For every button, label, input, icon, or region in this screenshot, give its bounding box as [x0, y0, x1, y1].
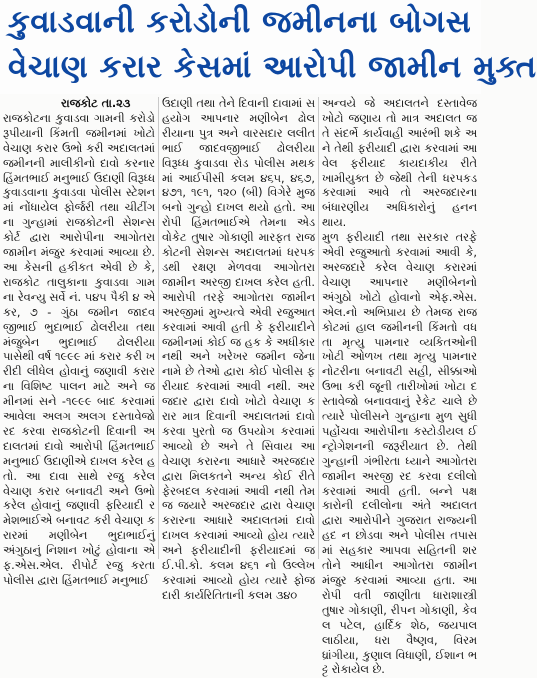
column-divider [318, 97, 319, 559]
article-paragraph: રાજકોટના કુવાડવા ગામની કરોડો રૂપીયાની કિંમતી જમીનમાં ખોટો વેચાણ કરાર ઉભો કરી અદાલતમાં જમીનની માલીકીનો દાવો કરનાર હિંમતભાઈ મનુભાઈ ઉદાણી વિરૂધ્ધ કુવાડવાના કુવાડવા પોલીસ સ્ટેશનમાં નોંધાયેલ ફોર્જરી તથા ચીટીંગના ગુન્હામાં રાજકોટની સેશન્સ કોર્ટ દ્વારા આરોપીના આગોતરા જામીન મંજુર કરવામાં આવ્યા છે. આ કેસની હકીકત એવી છે કે, રાજકોટ તાલુકાના કુવાડવા ગામના રેવન્યુ સર્વે નં. ૫૪૫ પૈકી ૪ એકર, ૭ - ગુંઠા જમીન જાદવજીભાઈ ભુદાભાઈ ઢોલરીયા તથા મંજુબેન ભુદાભાઈ ઢોલરીયા પાસેથી વર્ષ ૧૯૯૯ માં કરાર કરી ખરીદી લીધેલ હોવાનું જણાવી કરારના વિશિષ્ટ પાલન માટે અને જમીનમાં સને -૧૯૯૯ બાદ કરવામાં આવેલા અલગ અલગ દસ્તાવેજો રદ કરવા રાજકોટની દિવાની અદાલતમાં દાવો આરોપી હિંમતભાઈ મનુભાઈ ઉદાણીએ દાખલ કરેલ હતો. આ દાવા સાથે રજુ કરેલ વેચાણ કરાર બનાવટી અને ઉભો કરેલ હોવાનું જણાવી ફરિયાદી રમેશભાઈએ બનાવટ કરી વેચાણ કરારમાં મણીબેન ભુદાભાઈનું અંગુઠાનું નિશાન ખોટું હોવાના એફ.એસ.એલ. રીપોર્ટ રજુ કરતા પોલીસ દ્વારા હિંમતભાઈ મનુભાઈ [3, 111, 155, 587]
article-paragraph: અન્વયે જે અદાલતને દસ્તાવેજ ખોટો જણાય તો માત્ર અદાલત જ તે સંદર્ભે કાર્યવાહી આરંભી શકે અને તેથી ફરીયાદી દ્વારા કરવામાં આવેલ ફરીયાદ કાયદાકીય રીતે ખામીયુક્ત છે જેથી તેની ધરપકડ કરવામાં આવે તો અરજદારના બંધારણીય અધિકારોનું હનન થાય. [322, 97, 477, 230]
column-divider [158, 97, 159, 559]
article-column-3 [322, 97, 477, 677]
article-column-2 [162, 97, 315, 602]
headline-block [0, 0, 537, 94]
article-column-1 [3, 97, 155, 587]
dateline: રાજકોટ તા.૨૩ [61, 97, 131, 110]
article-paragraph: ઉદાણી તથા તેને દિવાની દાવામાં સહયોગ આપનાર મણીબેન ઢોલરીયાના પુત્ર અને વારસદાર લલીતભાઈ જાદવજીભાઈ ઢોલરીયા વિરૂધ્ધ કુવાડવા રોડ પોલીસ મથકમાં આઈપીસી કલમ ૪૬૫, ૪૬૭, ૪૭૧, ૧૯૧, ૧૨૦ (બી) વિગેરે મુજબનો ગુન્હો દાખલ થયો હતો. આરોપી હિંમતભાઈએ તેમના એડવોકેટ તુષાર ગોકાણી મારફત રાજકોટની સેશન્સ અદાલતમાં ધરપકડથી રક્ષણ મેળવવા આગોતરા જામીન અરજી દાખલ કરેલ હતી. આરોપી તરફે આગોતરા જામીન અરજીમાં મુખ્યત્વે એવી રજુઆત કરવામાં આવી હતી કે ફરીયાદીને જમીનમાં કોઈ જ હક કે અધીકાર નથી અને ખરેખર જમીન જેના નામે છે તેઓ દ્વારા કોઈ પોલીસ ફરીયાદ કરવામાં આવી નથી. અરજદાર દ્વારા દાવો ખોટો વેચાણ કરાર માત્ર દિવાની અદાલતમાં દાવો કરવા પુરતો જ ઉપયોગ કરવામાં આવ્યો છે અને તે સિવાય આ વેચાણ કરારના આધારે અરજદાર દ્વારા મિલકતને અન્ય કોઈ રીતે ફેરબદલ કરવામાં આવી નથી તેમજ જયારે અરજદાર દ્વારા વેચાણ કરારના આધારે અદાલતમાં દાવો દાખલ કરવામાં આવ્યો હોય ત્યારે અને ફરીયાદીની ફરીયાદમાં જ ઈ.પી.કો. કલમ ૪૬૧ નો ઉલ્લેખ કરવામાં આવ્યો હોય ત્યારે ફોજદારી કાર્યરિતિતાની કલમ ૩૪૦ [162, 97, 315, 602]
headline-line-1: કુવાડવાની કરોડોની જમીનના બોગસ [8, 4, 472, 40]
article-paragraph: મુળ ફરીયાદી તથા સરકાર તરફે એવી રજુઆતો કરવામાં આવી કે, અરજદારે કરેલ વેચાણ કરારમાં વેચાણ આપનાર મણીબેનનો અંગુઠો ખોટો હોવાનો એફ.એસ. એલ.નો અભિપ્રાય છે તેમજ રાજકોટમાં હાલ જમીનની કિંમતો વધતા મૃત્યુ પામનાર વ્યકિતઓની ખોટી ઓળખ તથા મૃત્યુ પામનાર નોટરીના બનાવટી સહી, સીક્કાઓ ઉભા કરી જૂની તારીખોમાં ખોટા દસ્તાવેજો બનાવવાનું રેકેટ ચાલે છે ત્યારે પોલીસને ગુન્હાના મુળ સુધી પહોંચવા આરોપીના કસ્ટોડીયલ ઈન્ટ્રોગેશનની જરૂરીયાત છે. તેથી ગુન્હાની ગંભીરતા ધ્યાને આગોતરા જામીન અરજી રદ કરવા દલીલો કરવામાં આવી હતી. બન્ને પક્ષકારોની દલીલોના અંતે અદાલત દ્વારા આરોપીને ગુજરાત રાજ્યની હદ ન છોડવા અને પોલીસ તપાસમાં સહકાર આપવા સહિતની શરતોને આધીન આગોતરા જામીન મંજુર કરવામાં આવ્યા હતા. આરોપી વતી જાણીતા ધારાશાસ્ત્રી તુષાર ગોકાણી, રીપન ગોકાણી, કેવલ પટેલ, હાર્દિક શેઠ, જયપાલ લાઠીયા, ધરા વૈષ્ણવ, વિરમ ધ્રાંગીયા, કુણાલ વિધાણી, ઈશાન ભટ્ટ રોકાયેલ છે. [322, 231, 477, 677]
headline-line-2: વેચાણ કરાર કેસમાં આરોપી જામીન મુક્ત [8, 49, 537, 85]
